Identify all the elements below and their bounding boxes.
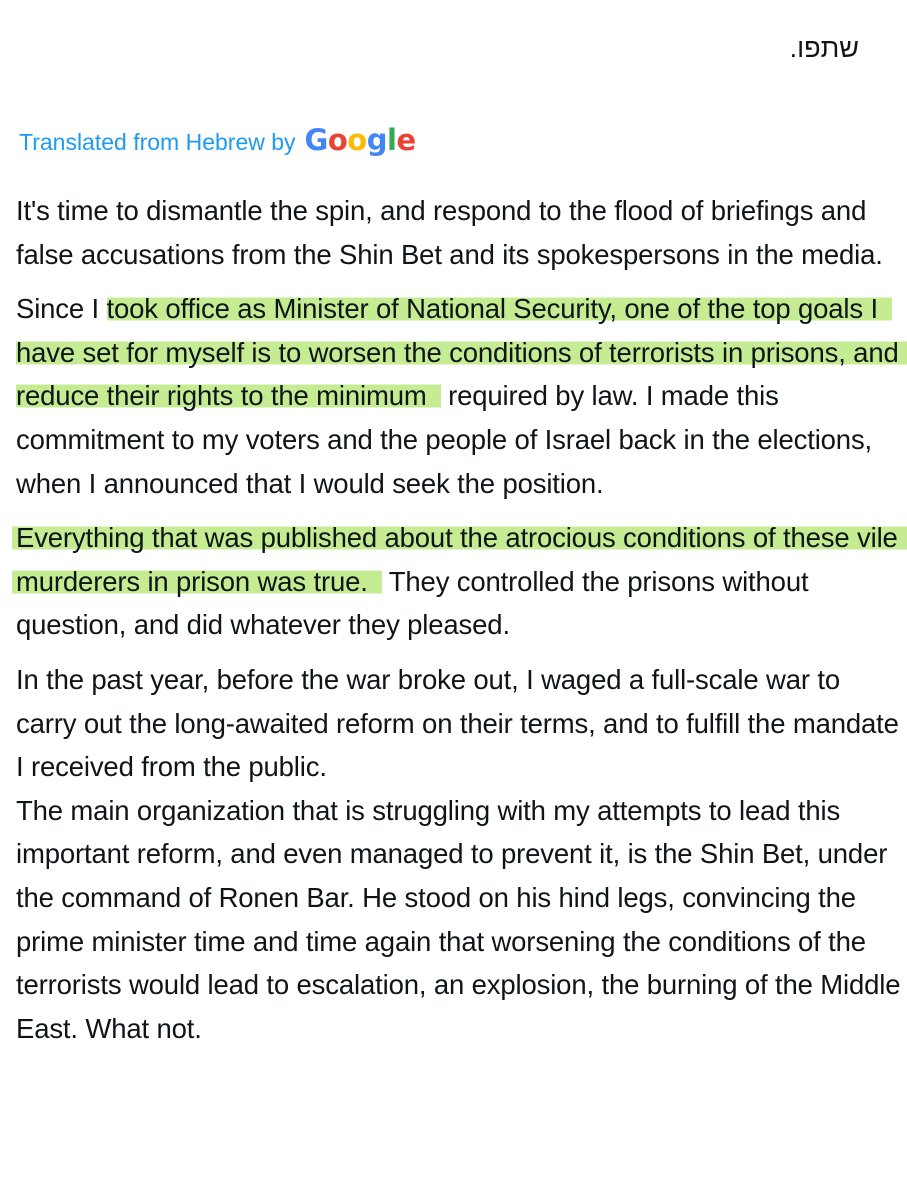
paragraph-3-rest: They controlled the prisons without question, and did whatever they pleased. — [16, 565, 809, 641]
translation-label: Translated from Hebrew by — [19, 129, 296, 155]
original-hebrew-text: שתפו. — [789, 33, 859, 63]
highlighted-passage-1: took office as Minister of National Security, one of the top goals I have set for myself is to worsen the conditions of terrorists in prisons, and reduce their rights to the minimum — [16, 293, 907, 411]
logo-letter: o — [347, 123, 367, 157]
translation-attribution[interactable] — [19, 121, 416, 161]
paragraph-2-rest: required by law. I made this commitment to my voters and the people of Israel back in the elections, when I announced that I would seek the position. — [16, 380, 873, 499]
translated-post-body — [16, 189, 901, 1050]
logo-letter: g — [366, 123, 387, 157]
logo-letter: o — [327, 123, 348, 157]
paragraph-1: It's time to dismantle the spin, and respond to the flood of briefings and false accusations from the Shin Bet and its spokespersons in the media. — [16, 195, 883, 270]
paragraph-3 — [16, 516, 901, 647]
highlighted-passage-2: Everything that was published about the atrocious conditions of these vile murderers in prison was true. — [12, 522, 907, 597]
paragraph-5: The main organization that is struggling with my attempts to lead this important reform, and even managed to prevent it, is the Shin Bet, under the command of Ronen Bar. He stood on his hind legs, convincing the prime minister time and time again that worsening the conditions of the terrorists would lead to escalation, an explosion, the burning of the Middle East. What not. — [16, 794, 901, 1044]
logo-letter: G — [304, 123, 328, 157]
paragraph-4: In the past year, before the war broke out, I waged a full-scale war to carry out the long-awaited reform on their terms, and to fulfill the mandate I received from the public. — [16, 663, 899, 783]
paragraph-2 — [16, 287, 901, 505]
logo-letter: l — [386, 123, 397, 157]
logo-letter: e — [396, 123, 416, 157]
google-logo-icon — [305, 121, 416, 159]
paragraph-2-lead: Since I — [16, 293, 107, 325]
